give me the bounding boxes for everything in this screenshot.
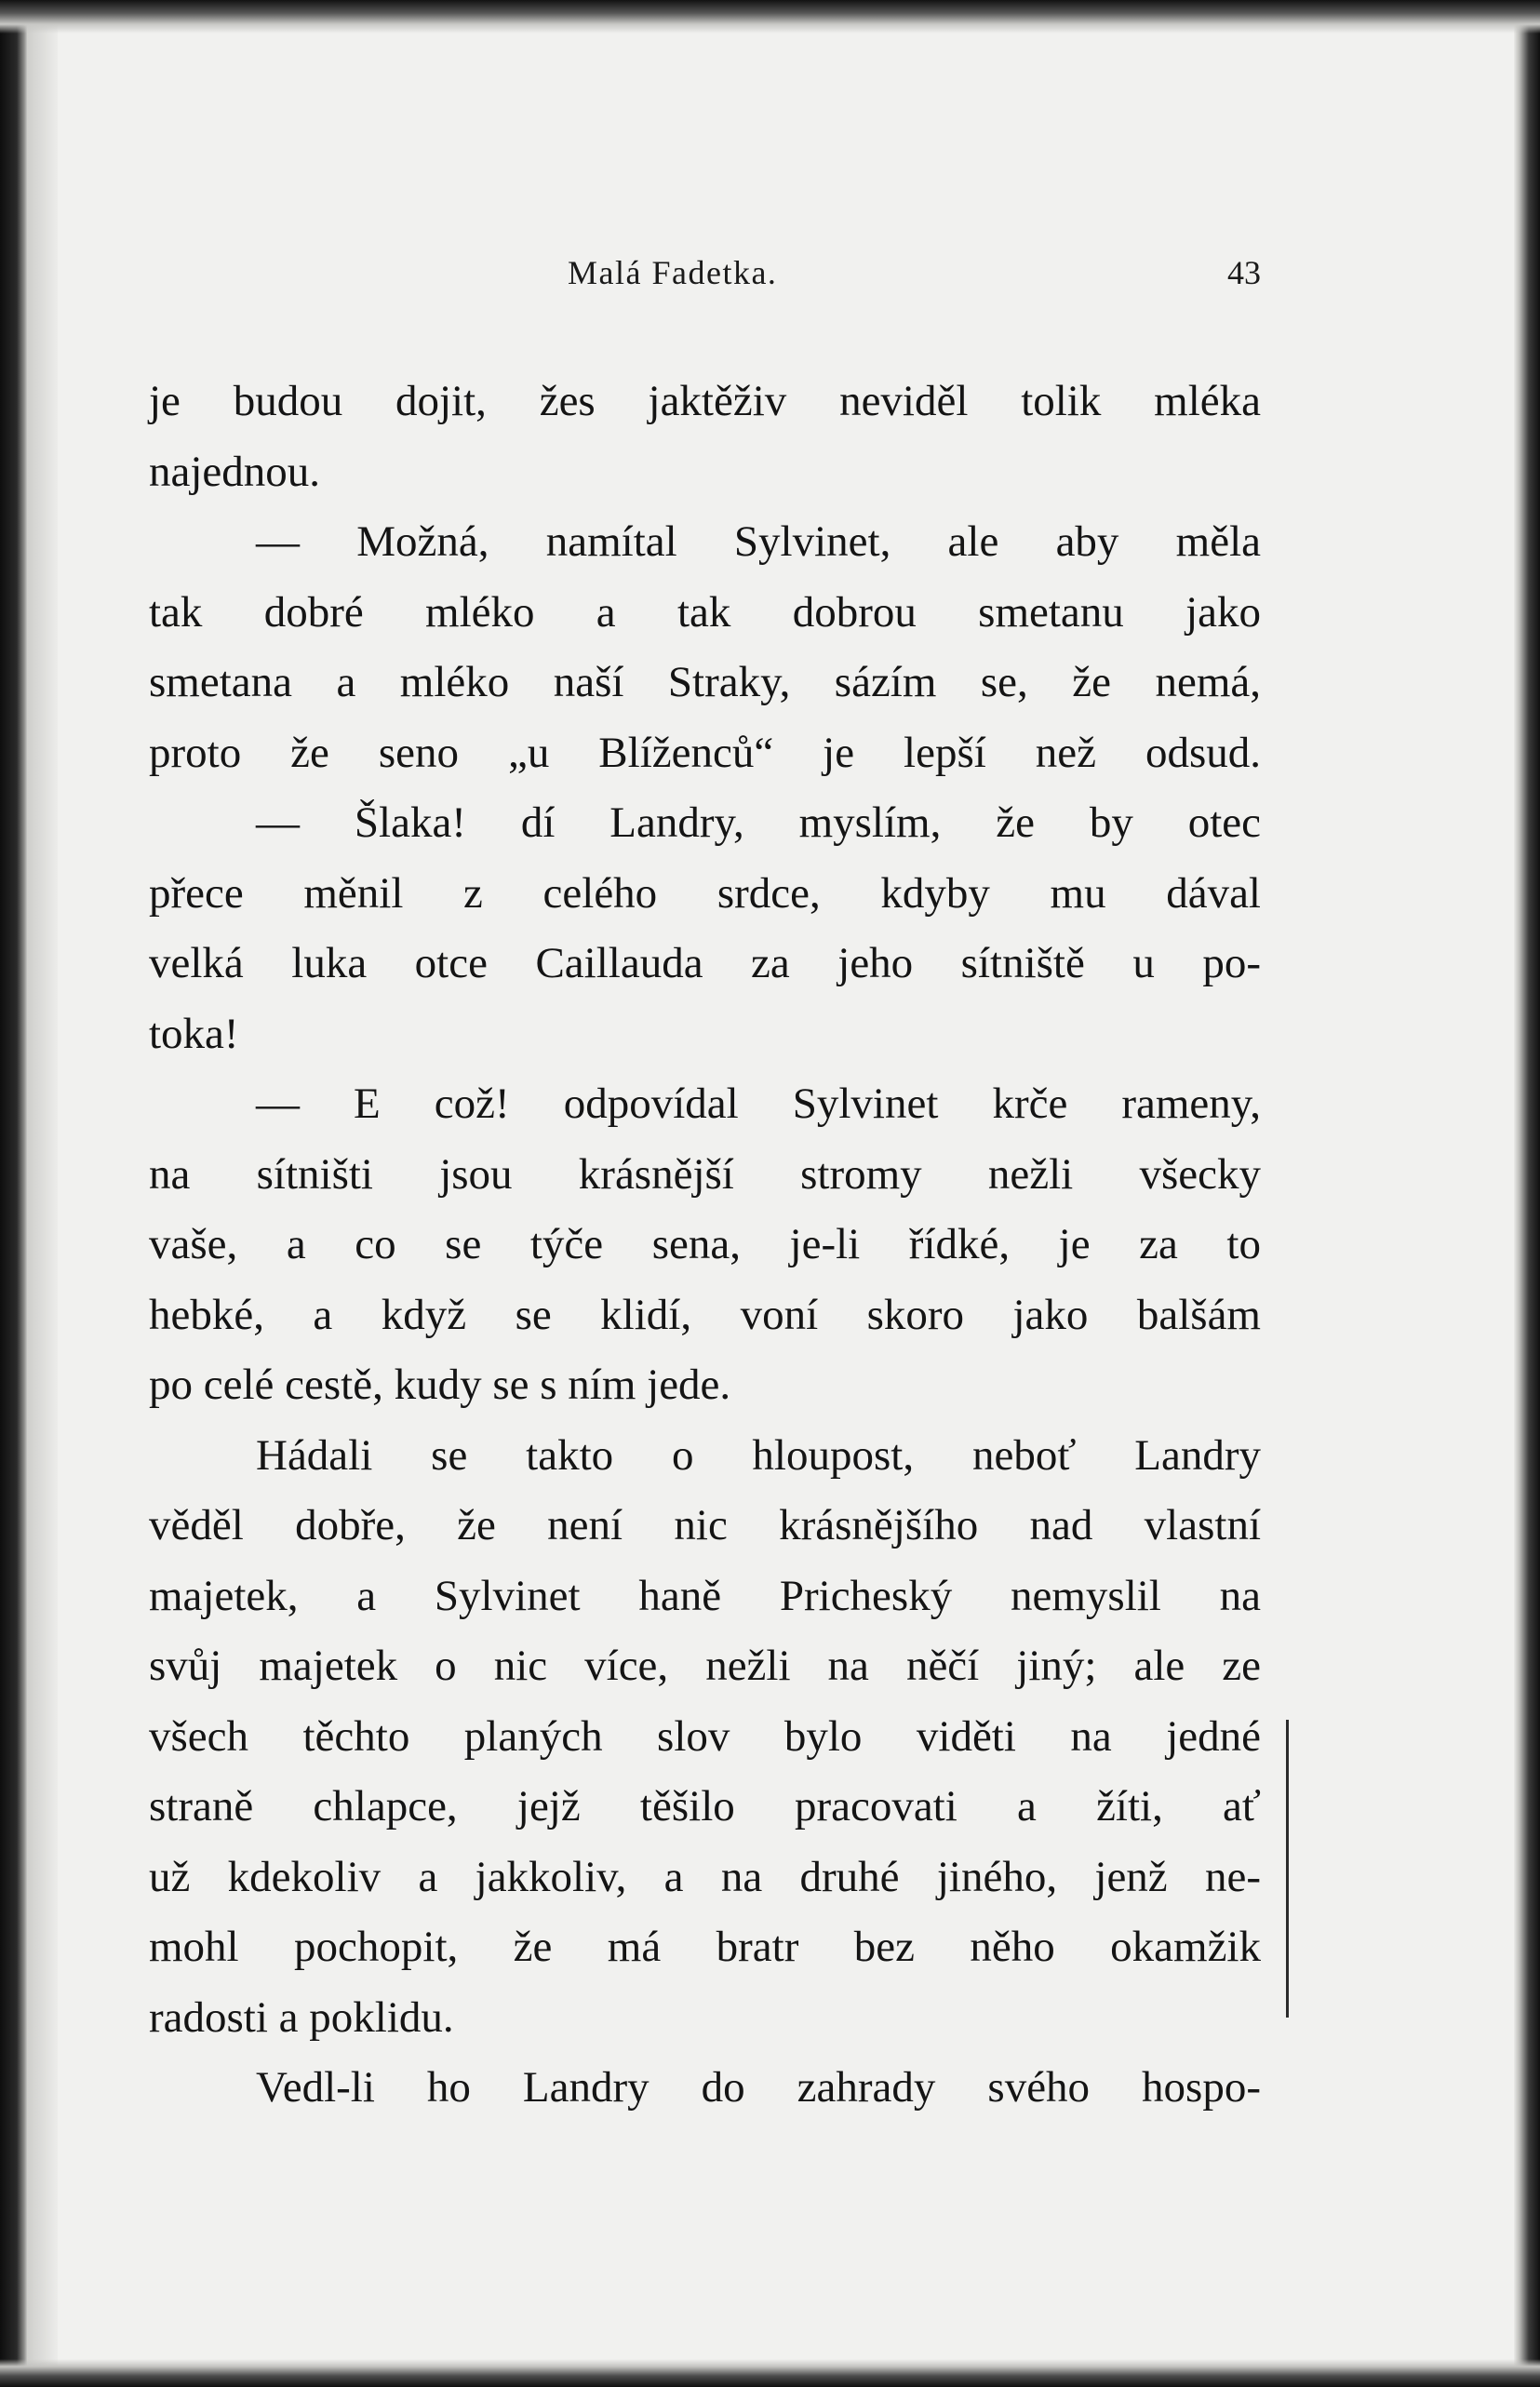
running-title: Malá Fadetka. (568, 254, 778, 291)
text-line: svůj majetek o nic více, nežli na něčí jiný; ale ze (149, 1642, 1261, 1690)
text-line: Vedl-li ho Landry do zahrady svého hospo- (256, 2063, 1261, 2112)
page-number: 43 (1227, 254, 1261, 291)
text-line: na sítništi jsou krásnější stromy nežli všecky (149, 1149, 1261, 1199)
text-line: mohl pochopit, že má bratr bez něho okamžik (149, 1923, 1261, 1971)
body-text (149, 367, 1261, 2124)
text-line: vaše, a co se týče sena, je-li řídké, je za to (149, 1220, 1261, 1268)
book-gutter-shadow (0, 0, 28, 2387)
text-line: hebké, a když se klidí, voní skoro jako balšám (149, 1290, 1261, 1339)
running-header (149, 253, 1261, 300)
text-line: proto že seno „u Blíženců“ je lepší než odsud. (149, 728, 1261, 777)
text-line: všech těchto planých slov bylo viděti na jedné (149, 1711, 1261, 1761)
text-line: už kdekoliv a jakkoliv, a na druhé jiného, jenž ne- (149, 1852, 1261, 1901)
text-line: toka! (149, 1009, 239, 1058)
page-bottom-edge (0, 2359, 1540, 2387)
text-line: straně chlapce, jejž těšilo pracovati a žíti, ať (149, 1782, 1261, 1830)
gutter-paper-fold (28, 0, 58, 2387)
text-line: majetek, a Sylvinet haně Pricheský nemyslil na (149, 1571, 1261, 1620)
text-line: — E což! odpovídal Sylvinet krče rameny, (256, 1080, 1261, 1128)
text-line: přece měnil z celého srdce, kdyby mu dával (149, 868, 1261, 918)
text-line: — Šlaka! dí Landry, myslím, že by otec (256, 798, 1261, 847)
text-line: je budou dojit, žes jaktěživ neviděl tolik mléka (149, 377, 1261, 425)
text-line: tak dobré mléko a tak dobrou smetanu jako (149, 587, 1261, 637)
text-line: radosti a poklidu. (149, 1992, 454, 2042)
text-line: smetana a mléko naší Straky, sázím se, že nemá, (149, 658, 1261, 706)
margin-rule-mark (1286, 1720, 1289, 2018)
text-line: Hádali se takto o hloupost, neboť Landry (256, 1430, 1261, 1480)
text-line: — Možná, namítal Sylvinet, ale aby měla (256, 517, 1261, 566)
text-line: po celé cestě, kudy se s ním jede. (149, 1361, 731, 1409)
text-line: najednou. (149, 447, 321, 496)
text-line: velká luka otce Caillauda za jeho sítniště u po- (149, 939, 1261, 987)
text-line: věděl dobře, že není nic krásnějšího nad vlastní (149, 1501, 1261, 1549)
page-right-edge (1514, 0, 1540, 2387)
page-top-edge (0, 0, 1540, 34)
